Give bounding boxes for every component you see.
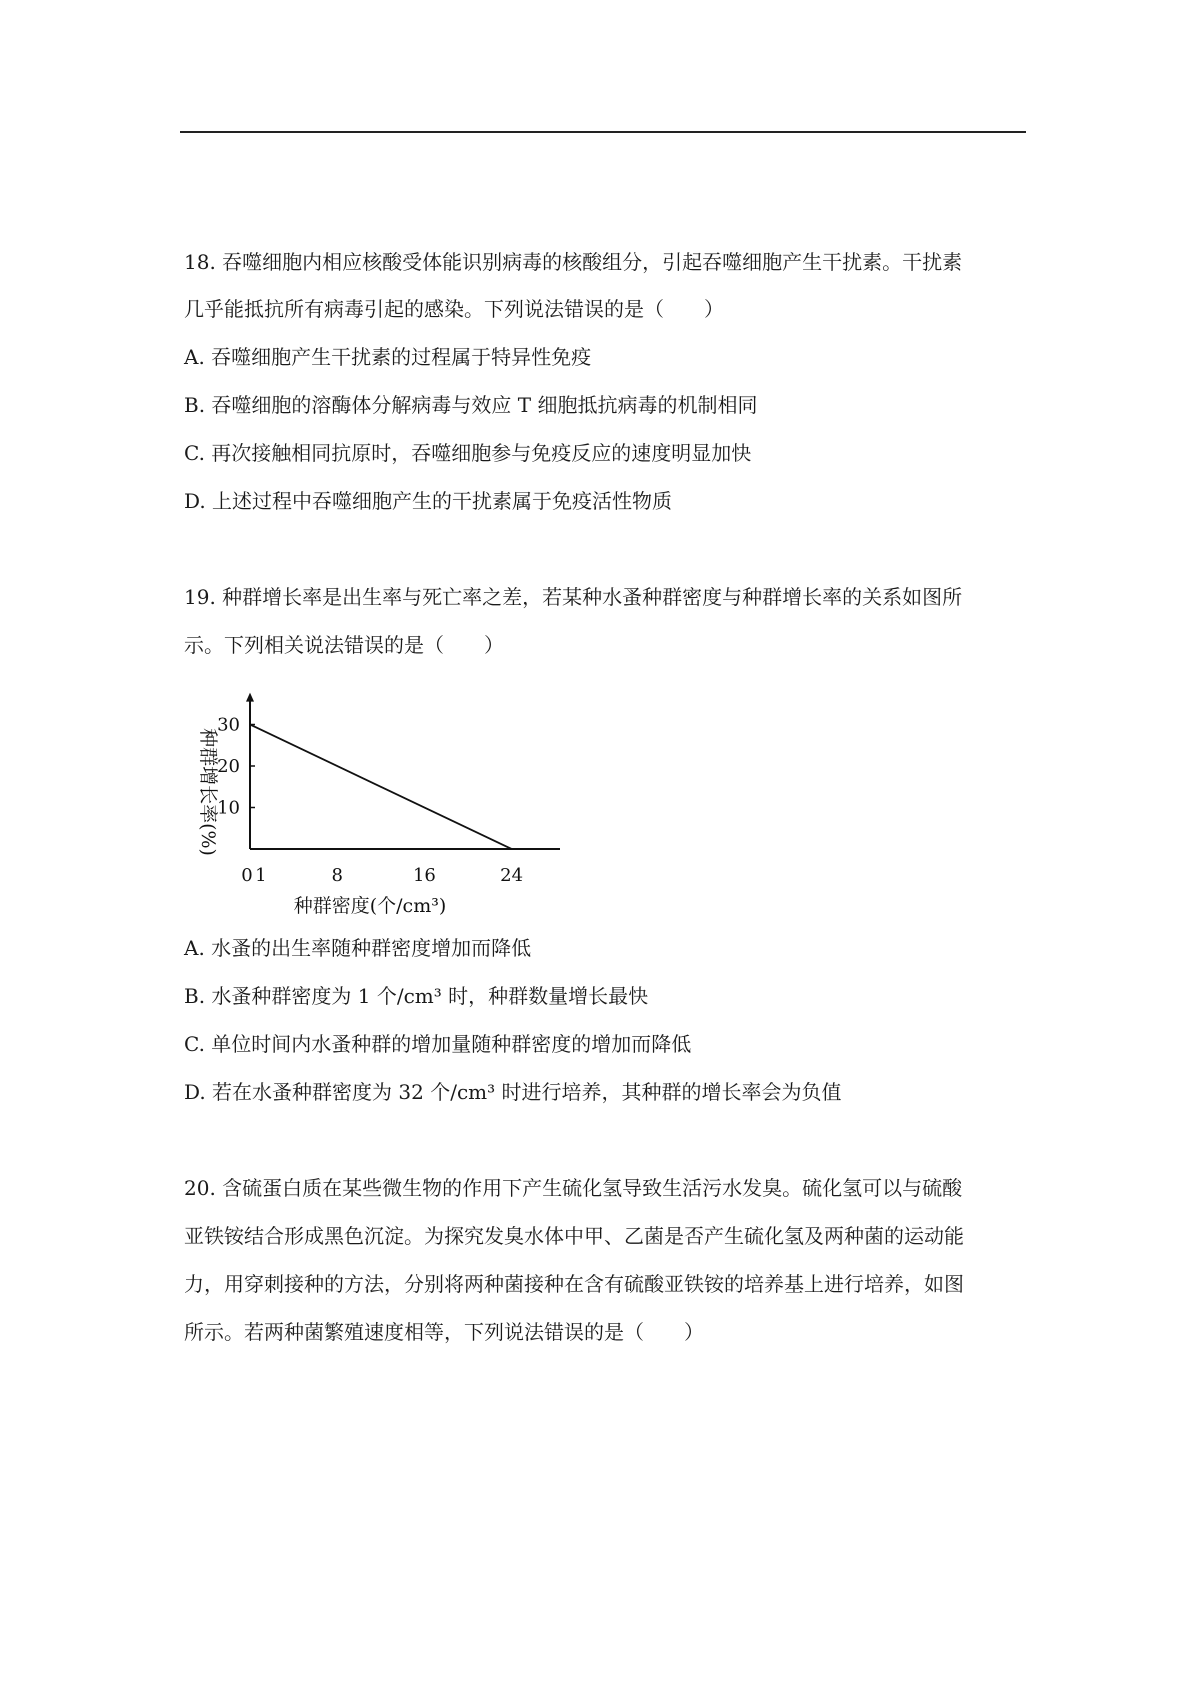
q19-option-c: C. 单位时间内水蚤种群的增加量随种群密度的增加而降低 bbox=[184, 1032, 692, 1056]
q18-option-a: A. 吞噬细胞产生干扰素的过程属于特异性免疫 bbox=[184, 345, 592, 369]
q18-stem-line1: 18. 吞噬细胞内相应核酸受体能识别病毒的核酸组分，引起吞噬细胞产生干扰素。干扰素 bbox=[184, 250, 963, 274]
q20-stem-line3: 力，用穿刺接种的方法，分别将两种菌接种在含有硫酸亚铁铵的培养基上进行培养，如图 bbox=[184, 1272, 964, 1296]
q18-option-d: D. 上述过程中吞噬细胞产生的干扰素属于免疫活性物质 bbox=[184, 489, 673, 513]
growth-rate-chart bbox=[180, 672, 560, 922]
x-tick-label: 0 bbox=[241, 865, 253, 886]
y-tick-label: 10 bbox=[217, 797, 240, 819]
q20-stem-line4: 所示。若两种菌繁殖速度相等，下列说法错误的是（ ） bbox=[184, 1320, 704, 1344]
x-tick-label: 1 bbox=[255, 865, 267, 886]
y-tick-label: 30 bbox=[217, 714, 240, 736]
chart-axes bbox=[246, 693, 560, 853]
q18-option-b: B. 吞噬细胞的溶酶体分解病毒与效应 T 细胞抵抗病毒的机制相同 bbox=[184, 393, 758, 417]
q19-option-a: A. 水蚤的出生率随种群密度增加而降低 bbox=[184, 936, 532, 960]
q18-option-c: C. 再次接触相同抗原时，吞噬细胞参与免疫反应的速度明显加快 bbox=[184, 441, 752, 465]
chart-ticks bbox=[217, 715, 523, 887]
y-tick-label: 20 bbox=[217, 756, 240, 777]
x-tick-label: 24 bbox=[500, 865, 524, 886]
chart-series bbox=[250, 725, 512, 850]
series-line bbox=[250, 725, 512, 850]
x-tick-label: 8 bbox=[331, 865, 343, 886]
chart-y-axis-label: 种群增长率(%) bbox=[197, 728, 219, 856]
x-tick-label: 16 bbox=[412, 865, 436, 886]
q19-option-d: D. 若在水蚤种群密度为 32 个/cm³ 时进行培养，其种群的增长率会为负值 bbox=[184, 1080, 842, 1104]
q19-stem-line1: 19. 种群增长率是出生率与死亡率之差，若某种水蚤种群密度与种群增长率的关系如图所 bbox=[184, 585, 963, 609]
header-rule bbox=[180, 131, 1026, 133]
q20-stem-line1: 20. 含硫蛋白质在某些微生物的作用下产生硫化氢导致生活污水发臭。硫化氢可以与硫酸 bbox=[184, 1176, 963, 1200]
q20-stem-line2: 亚铁铵结合形成黑色沉淀。为探究发臭水体中甲、乙菌是否产生硫化氢及两种菌的运动能 bbox=[184, 1224, 964, 1248]
q19-stem-line2: 示。下列相关说法错误的是（ ） bbox=[184, 633, 504, 657]
q19-option-b: B. 水蚤种群密度为 1 个/cm³ 时，种群数量增长最快 bbox=[184, 984, 649, 1008]
q18-stem-line2: 几乎能抵抗所有病毒引起的感染。下列说法错误的是（ ） bbox=[184, 297, 724, 321]
y-axis-arrow bbox=[246, 693, 254, 702]
chart-x-axis-label: 种群密度(个/cm³) bbox=[293, 895, 447, 917]
